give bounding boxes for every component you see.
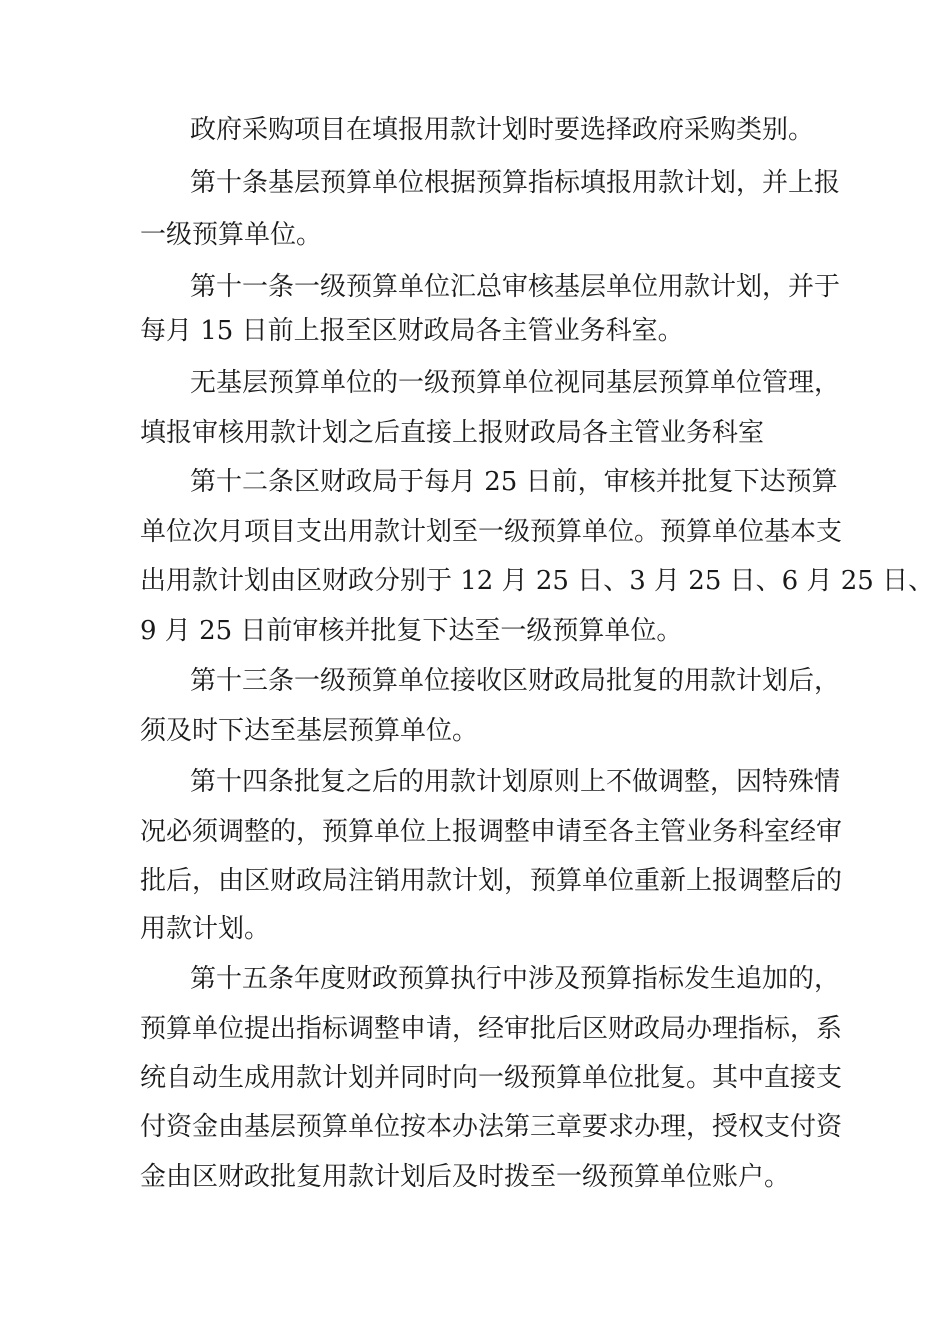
text-line: 金由区财政批复用款计划后及时拨至一级预算单位账户。 (140, 1162, 791, 1192)
text-line: 无基层预算单位的一级预算单位视同基层预算单位管理， (190, 368, 841, 398)
text-line: 况必须调整的，预算单位上报调整申请至各主管业务科室经审 (140, 817, 843, 847)
text-line: 每月 15 日前上报至区财政局各主管业务科室。 (140, 316, 684, 346)
text-line: 预算单位提出指标调整申请，经审批后区财政局办理指标，系 (140, 1014, 843, 1044)
text-line: 第十一条一级预算单位汇总审核基层单位用款计划，并于 (190, 272, 841, 302)
text-line: 第十二条区财政局于每月 25 日前，审核并批复下达预算 (190, 467, 838, 497)
text-line: 第十三条一级预算单位接收区财政局批复的用款计划后， (190, 666, 841, 696)
text-line: 第十条基层预算单位根据预算指标填报用款计划，并上报 (190, 168, 841, 198)
text-line: 出用款计划由区财政分别于 12 月 25 日、3 月 25 日、6 月 25 日、 (140, 566, 935, 596)
text-line: 9 月 25 日前审核并批复下达至一级预算单位。 (140, 616, 683, 646)
text-line: 第十四条批复之后的用款计划原则上不做调整，因特殊情 (190, 767, 841, 797)
text-line: 用款计划。 (140, 914, 271, 944)
text-line: 政府采购项目在填报用款计划时要选择政府采购类别。 (190, 115, 815, 145)
text-line: 付资金由基层预算单位按本办法第三章要求办理，授权支付资 (140, 1112, 843, 1142)
text-line: 一级预算单位。 (140, 220, 323, 250)
text-line: 批后，由区财政局注销用款计划，预算单位重新上报调整后的 (140, 866, 843, 896)
text-line: 单位次月项目支出用款计划至一级预算单位。预算单位基本支 (140, 517, 843, 547)
text-line: 统自动生成用款计划并同时向一级预算单位批复。其中直接支 (140, 1063, 843, 1093)
text-line: 填报审核用款计划之后直接上报财政局各主管业务科室 (140, 418, 765, 448)
text-line: 第十五条年度财政预算执行中涉及预算指标发生追加的， (190, 964, 841, 994)
text-line: 须及时下达至基层预算单位。 (140, 716, 479, 746)
